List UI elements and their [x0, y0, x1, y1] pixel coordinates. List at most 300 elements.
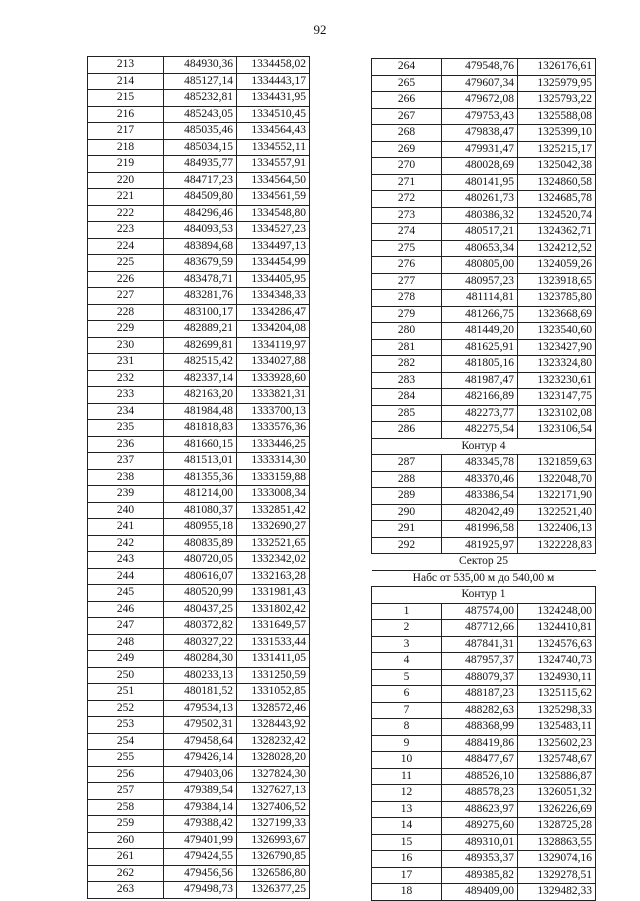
y-coordinate: 1322171,90: [518, 488, 596, 505]
table-row: [88, 106, 310, 123]
point-number: 230: [88, 337, 164, 354]
x-coordinate: 487841,31: [442, 636, 518, 653]
table-row: [88, 90, 310, 107]
point-number: 226: [88, 271, 164, 288]
x-coordinate: 481625,91: [442, 339, 518, 356]
x-coordinate: 479502,31: [164, 717, 237, 734]
table-row: [88, 205, 310, 222]
y-coordinate: 1322228,83: [518, 537, 596, 554]
x-coordinate: 480386,32: [442, 207, 518, 224]
table-row: [372, 669, 596, 686]
y-coordinate: 1333159,88: [237, 469, 310, 486]
table-row: [372, 422, 596, 439]
y-coordinate: 1324362,71: [518, 224, 596, 241]
point-number: 229: [88, 321, 164, 338]
y-coordinate: 1327406,52: [237, 799, 310, 816]
point-number: 264: [372, 59, 442, 76]
y-coordinate: 1324576,63: [518, 636, 596, 653]
height-range-label-row: [372, 570, 596, 587]
x-coordinate: 482515,42: [164, 354, 237, 371]
point-number: 17: [372, 867, 442, 884]
table-row: [88, 832, 310, 849]
table-row: [88, 486, 310, 503]
table-row: [88, 849, 310, 866]
point-number: 15: [372, 834, 442, 851]
table-row: [88, 865, 310, 882]
x-coordinate: 489385,82: [442, 867, 518, 884]
point-number: 287: [372, 455, 442, 472]
point-number: 270: [372, 158, 442, 175]
point-number: 289: [372, 488, 442, 505]
y-coordinate: 1325298,33: [518, 702, 596, 719]
point-number: 276: [372, 257, 442, 274]
y-coordinate: 1332851,42: [237, 502, 310, 519]
x-coordinate: 487574,00: [442, 603, 518, 620]
y-coordinate: 1326176,61: [518, 59, 596, 76]
point-number: 12: [372, 785, 442, 802]
point-number: 283: [372, 372, 442, 389]
table-row: [88, 436, 310, 453]
x-coordinate: 480653,34: [442, 240, 518, 257]
y-coordinate: 1333821,31: [237, 387, 310, 404]
y-coordinate: 1333446,25: [237, 436, 310, 453]
point-number: 219: [88, 156, 164, 173]
y-coordinate: 1323540,60: [518, 323, 596, 340]
table-row: [88, 172, 310, 189]
x-coordinate: 488419,86: [442, 735, 518, 752]
y-coordinate: 1329482,33: [518, 884, 596, 901]
y-coordinate: 1334454,99: [237, 255, 310, 272]
y-coordinate: 1334497,13: [237, 238, 310, 255]
x-coordinate: 479424,55: [164, 849, 237, 866]
y-coordinate: 1326586,80: [237, 865, 310, 882]
y-coordinate: 1323147,75: [518, 389, 596, 406]
point-number: 216: [88, 106, 164, 123]
y-coordinate: 1323918,65: [518, 273, 596, 290]
table-row: [88, 387, 310, 404]
x-coordinate: 481818,83: [164, 420, 237, 437]
point-number: 16: [372, 851, 442, 868]
table-row: [372, 207, 596, 224]
table-row: [372, 405, 596, 422]
x-coordinate: 488187,23: [442, 686, 518, 703]
y-coordinate: 1334348,33: [237, 288, 310, 305]
point-number: 256: [88, 766, 164, 783]
y-coordinate: 1325886,87: [518, 768, 596, 785]
x-coordinate: 479534,13: [164, 700, 237, 717]
table-row: [88, 766, 310, 783]
table-row: [88, 222, 310, 239]
x-coordinate: 485127,14: [164, 73, 237, 90]
table-row: [372, 75, 596, 92]
point-number: 7: [372, 702, 442, 719]
contour-label-row: [372, 587, 596, 604]
x-coordinate: 481214,00: [164, 486, 237, 503]
y-coordinate: 1323102,08: [518, 405, 596, 422]
point-number: 215: [88, 90, 164, 107]
table-row: [372, 818, 596, 835]
point-number: 272: [372, 191, 442, 208]
x-coordinate: 480520,99: [164, 585, 237, 602]
table-row: [88, 799, 310, 816]
x-coordinate: 488282,63: [442, 702, 518, 719]
x-coordinate: 480616,07: [164, 568, 237, 585]
x-coordinate: 479403,06: [164, 766, 237, 783]
y-coordinate: 1332690,27: [237, 519, 310, 536]
y-coordinate: 1334564,50: [237, 172, 310, 189]
table-row: [88, 684, 310, 701]
y-coordinate: 1331649,57: [237, 618, 310, 635]
point-number: 284: [372, 389, 442, 406]
x-coordinate: 480028,69: [442, 158, 518, 175]
table-row: [88, 783, 310, 800]
x-coordinate: 479384,14: [164, 799, 237, 816]
y-coordinate: 1323668,69: [518, 306, 596, 323]
y-coordinate: 1328725,28: [518, 818, 596, 835]
y-coordinate: 1329074,16: [518, 851, 596, 868]
table-row: [372, 455, 596, 472]
table-row: [372, 834, 596, 851]
point-number: 290: [372, 504, 442, 521]
point-number: 235: [88, 420, 164, 437]
x-coordinate: 480261,73: [442, 191, 518, 208]
point-number: 292: [372, 537, 442, 554]
point-number: 236: [88, 436, 164, 453]
y-coordinate: 1334286,47: [237, 304, 310, 321]
point-number: 262: [88, 865, 164, 882]
y-coordinate: 1334458,02: [237, 57, 310, 74]
table-row: [372, 257, 596, 274]
x-coordinate: 489409,00: [442, 884, 518, 901]
point-number: 13: [372, 801, 442, 818]
table-row: [372, 191, 596, 208]
x-coordinate: 484296,46: [164, 205, 237, 222]
point-number: 218: [88, 139, 164, 156]
point-number: 220: [88, 172, 164, 189]
x-coordinate: 479838,47: [442, 125, 518, 142]
y-coordinate: 1329278,51: [518, 867, 596, 884]
point-number: 213: [88, 57, 164, 74]
x-coordinate: 480233,13: [164, 667, 237, 684]
point-number: 252: [88, 700, 164, 717]
point-number: 238: [88, 469, 164, 486]
table-row: [372, 488, 596, 505]
table-row: [88, 156, 310, 173]
x-coordinate: 483386,54: [442, 488, 518, 505]
point-number: 4: [372, 653, 442, 670]
table-row: [372, 867, 596, 884]
table-row: [372, 504, 596, 521]
y-coordinate: 1334119,97: [237, 337, 310, 354]
x-coordinate: 479388,42: [164, 816, 237, 833]
table-row: [88, 634, 310, 651]
table-row: [88, 667, 310, 684]
table-row: [372, 636, 596, 653]
x-coordinate: 485243,05: [164, 106, 237, 123]
point-number: 257: [88, 783, 164, 800]
y-coordinate: 1323106,54: [518, 422, 596, 439]
table-row: [372, 158, 596, 175]
table-row: [372, 735, 596, 752]
x-coordinate: 480835,89: [164, 535, 237, 552]
table-row: [88, 189, 310, 206]
x-coordinate: 487957,37: [442, 653, 518, 670]
y-coordinate: 1322048,70: [518, 471, 596, 488]
table-row: [88, 651, 310, 668]
y-coordinate: 1321859,63: [518, 455, 596, 472]
y-coordinate: 1331052,85: [237, 684, 310, 701]
x-coordinate: 480141,95: [442, 174, 518, 191]
point-number: 14: [372, 818, 442, 835]
x-coordinate: 483345,78: [442, 455, 518, 472]
table-row: [372, 389, 596, 406]
y-coordinate: 1331981,43: [237, 585, 310, 602]
point-number: 247: [88, 618, 164, 635]
x-coordinate: 481449,20: [442, 323, 518, 340]
table-row: [88, 420, 310, 437]
table-row: [88, 717, 310, 734]
point-number: 275: [372, 240, 442, 257]
y-coordinate: 1324685,78: [518, 191, 596, 208]
x-coordinate: 488477,67: [442, 752, 518, 769]
y-coordinate: 1324212,52: [518, 240, 596, 257]
right-coordinates-table: [371, 58, 596, 901]
point-number: 245: [88, 585, 164, 602]
point-number: 285: [372, 405, 442, 422]
x-coordinate: 483100,17: [164, 304, 237, 321]
y-coordinate: 1333008,34: [237, 486, 310, 503]
y-coordinate: 1332521,65: [237, 535, 310, 552]
y-coordinate: 1333700,13: [237, 403, 310, 420]
y-coordinate: 1328232,42: [237, 733, 310, 750]
point-number: 279: [372, 306, 442, 323]
y-coordinate: 1326993,67: [237, 832, 310, 849]
y-coordinate: 1325115,62: [518, 686, 596, 703]
x-coordinate: 480437,25: [164, 601, 237, 618]
table-row: [88, 255, 310, 272]
y-coordinate: 1327627,13: [237, 783, 310, 800]
y-coordinate: 1334527,23: [237, 222, 310, 239]
point-number: 288: [372, 471, 442, 488]
point-number: 278: [372, 290, 442, 307]
point-number: 254: [88, 733, 164, 750]
point-number: 223: [88, 222, 164, 239]
point-number: 8: [372, 719, 442, 736]
table-row: [372, 702, 596, 719]
point-number: 260: [88, 832, 164, 849]
point-number: 259: [88, 816, 164, 833]
y-coordinate: 1325602,23: [518, 735, 596, 752]
x-coordinate: 482163,20: [164, 387, 237, 404]
point-number: 255: [88, 750, 164, 767]
y-coordinate: 1334552,11: [237, 139, 310, 156]
point-number: 241: [88, 519, 164, 536]
y-coordinate: 1333314,30: [237, 453, 310, 470]
x-coordinate: 482275,54: [442, 422, 518, 439]
point-number: 5: [372, 669, 442, 686]
table-row: [372, 851, 596, 868]
x-coordinate: 481080,37: [164, 502, 237, 519]
point-number: 240: [88, 502, 164, 519]
x-coordinate: 485232,81: [164, 90, 237, 107]
x-coordinate: 485034,15: [164, 139, 237, 156]
y-coordinate: 1331411,05: [237, 651, 310, 668]
y-coordinate: 1324930,11: [518, 669, 596, 686]
y-coordinate: 1324248,00: [518, 603, 596, 620]
point-number: 281: [372, 339, 442, 356]
x-coordinate: 480805,00: [442, 257, 518, 274]
point-number: 267: [372, 108, 442, 125]
point-number: 11: [372, 768, 442, 785]
table-row: [88, 519, 310, 536]
table-row: [372, 339, 596, 356]
x-coordinate: 479426,14: [164, 750, 237, 767]
x-coordinate: 488079,37: [442, 669, 518, 686]
table-row: [372, 108, 596, 125]
table-row: [88, 700, 310, 717]
table-row: [372, 92, 596, 109]
y-coordinate: 1324860,58: [518, 174, 596, 191]
point-number: 249: [88, 651, 164, 668]
x-coordinate: 480957,23: [442, 273, 518, 290]
table-row: [372, 141, 596, 158]
point-number: 251: [88, 684, 164, 701]
table-row: [88, 337, 310, 354]
y-coordinate: 1325748,67: [518, 752, 596, 769]
table-row: [88, 552, 310, 569]
x-coordinate: 479753,43: [442, 108, 518, 125]
table-row: [88, 139, 310, 156]
point-number: 227: [88, 288, 164, 305]
contour-label-row: [372, 438, 596, 455]
table-row: [372, 521, 596, 538]
point-number: 217: [88, 123, 164, 140]
table-row: [372, 306, 596, 323]
sector-label: Сектор 25: [372, 554, 596, 571]
y-coordinate: 1332163,28: [237, 568, 310, 585]
point-number: 269: [372, 141, 442, 158]
table-row: [372, 471, 596, 488]
contour-label: Контур 1: [372, 587, 596, 604]
y-coordinate: 1326051,32: [518, 785, 596, 802]
table-row: [88, 321, 310, 338]
table-row: [372, 620, 596, 637]
x-coordinate: 480720,05: [164, 552, 237, 569]
point-number: 266: [372, 92, 442, 109]
x-coordinate: 484930,36: [164, 57, 237, 74]
table-row: [88, 304, 310, 321]
y-coordinate: 1326790,85: [237, 849, 310, 866]
x-coordinate: 481266,75: [442, 306, 518, 323]
y-coordinate: 1334431,95: [237, 90, 310, 107]
x-coordinate: 482699,81: [164, 337, 237, 354]
point-number: 253: [88, 717, 164, 734]
y-coordinate: 1328863,55: [518, 834, 596, 851]
y-coordinate: 1328572,46: [237, 700, 310, 717]
x-coordinate: 481925,97: [442, 537, 518, 554]
table-row: [372, 785, 596, 802]
y-coordinate: 1325215,17: [518, 141, 596, 158]
y-coordinate: 1323785,80: [518, 290, 596, 307]
table-row: [88, 238, 310, 255]
x-coordinate: 479401,99: [164, 832, 237, 849]
y-coordinate: 1331533,44: [237, 634, 310, 651]
y-coordinate: 1325042,38: [518, 158, 596, 175]
y-coordinate: 1334564,43: [237, 123, 310, 140]
point-number: 6: [372, 686, 442, 703]
table-row: [372, 768, 596, 785]
x-coordinate: 480517,21: [442, 224, 518, 241]
y-coordinate: 1333928,60: [237, 370, 310, 387]
table-row: [372, 174, 596, 191]
x-coordinate: 488526,10: [442, 768, 518, 785]
y-coordinate: 1323230,61: [518, 372, 596, 389]
point-number: 214: [88, 73, 164, 90]
x-coordinate: 481114,81: [442, 290, 518, 307]
y-coordinate: 1332342,02: [237, 552, 310, 569]
x-coordinate: 480955,18: [164, 519, 237, 536]
x-coordinate: 488368,99: [442, 719, 518, 736]
table-row: [372, 653, 596, 670]
table-row: [88, 271, 310, 288]
x-coordinate: 481660,15: [164, 436, 237, 453]
table-row: [88, 453, 310, 470]
point-number: 224: [88, 238, 164, 255]
x-coordinate: 481987,47: [442, 372, 518, 389]
x-coordinate: 484093,53: [164, 222, 237, 239]
x-coordinate: 479931,47: [442, 141, 518, 158]
table-row: [372, 240, 596, 257]
point-number: 282: [372, 356, 442, 373]
table-row: [372, 603, 596, 620]
y-coordinate: 1326226,69: [518, 801, 596, 818]
point-number: 246: [88, 601, 164, 618]
x-coordinate: 479672,08: [442, 92, 518, 109]
table-row: [88, 733, 310, 750]
table-row: [372, 224, 596, 241]
point-number: 10: [372, 752, 442, 769]
x-coordinate: 483478,71: [164, 271, 237, 288]
point-number: 277: [372, 273, 442, 290]
point-number: 225: [88, 255, 164, 272]
table-row: [372, 356, 596, 373]
left-coordinates-table: [87, 56, 310, 899]
x-coordinate: 479458,64: [164, 733, 237, 750]
point-number: 3: [372, 636, 442, 653]
point-number: 231: [88, 354, 164, 371]
y-coordinate: 1334443,17: [237, 73, 310, 90]
table-row: [372, 273, 596, 290]
point-number: 273: [372, 207, 442, 224]
point-number: 233: [88, 387, 164, 404]
x-coordinate: 481984,48: [164, 403, 237, 420]
table-row: [372, 884, 596, 901]
x-coordinate: 481513,01: [164, 453, 237, 470]
height-range-label: Набс от 535,00 м до 540,00 м: [372, 570, 596, 587]
x-coordinate: 482337,14: [164, 370, 237, 387]
point-number: 286: [372, 422, 442, 439]
y-coordinate: 1334510,45: [237, 106, 310, 123]
table-row: [88, 750, 310, 767]
table-row: [88, 568, 310, 585]
x-coordinate: 482273,77: [442, 405, 518, 422]
point-number: 242: [88, 535, 164, 552]
y-coordinate: 1334548,80: [237, 205, 310, 222]
table-row: [372, 323, 596, 340]
page-number: 92: [313, 22, 327, 37]
table-row: [88, 288, 310, 305]
table-row: [88, 403, 310, 420]
